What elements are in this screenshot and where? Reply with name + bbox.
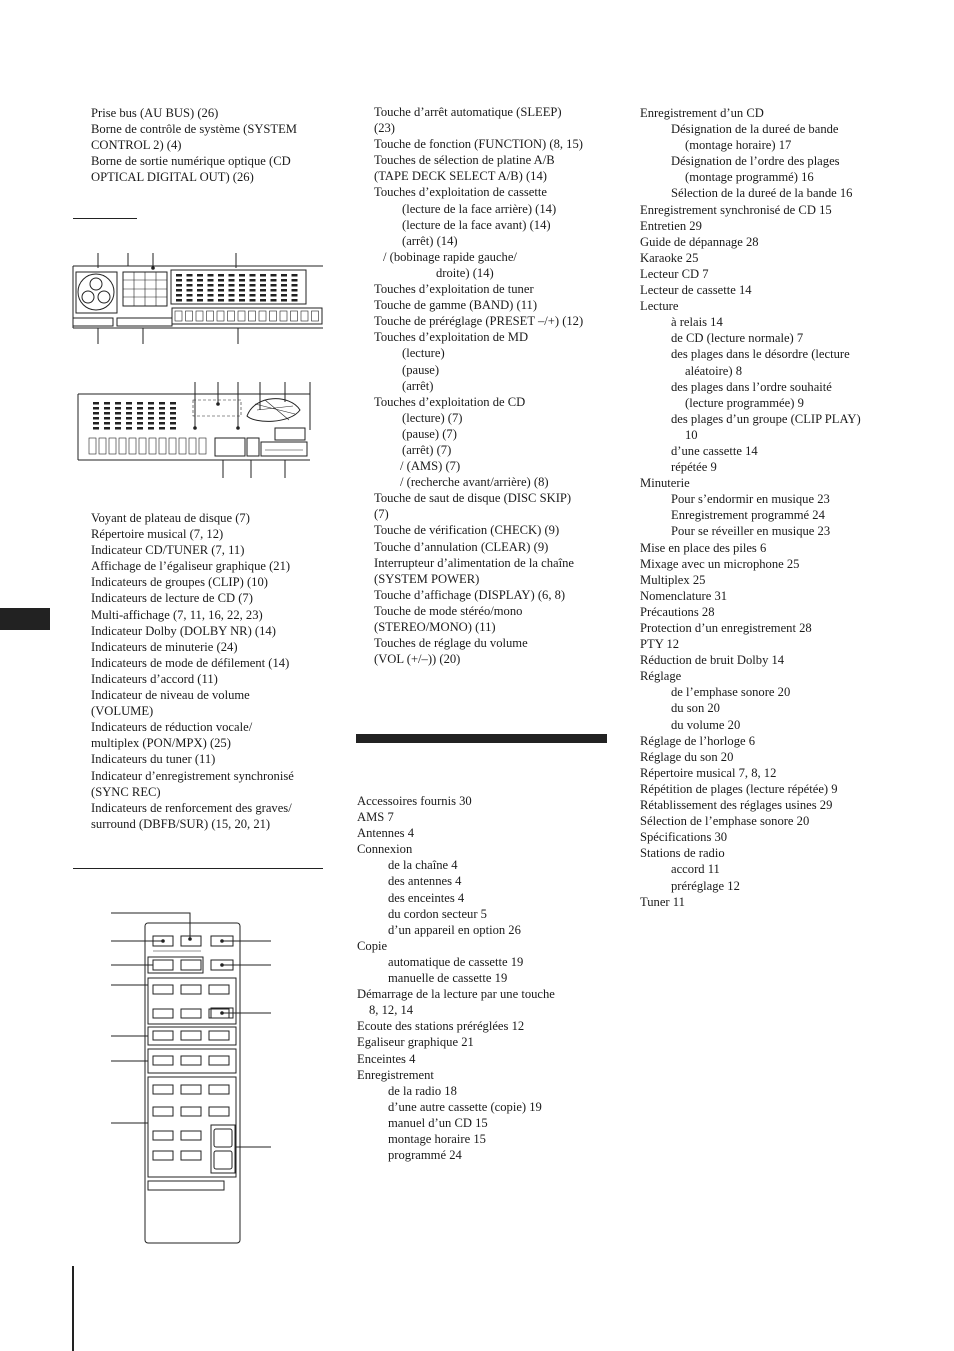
remote-button-item: (lecture) [402,346,445,361]
index-entry: Protection d’un enregistrement 28 [640,621,812,635]
index-entry: Guide de dépannage 28 [640,234,759,249]
index-entry: Enregistrement synchronisé de CD 15 [640,202,832,217]
index-entry: Enceintes 4 [357,1051,416,1066]
remote-button-item: (7) [374,507,389,522]
display-indicator-item: Indicateurs de renforcement des graves/ [91,800,292,815]
index-entry: Multiplex 25 [640,572,706,587]
remote-button-item: (arrêt) (14) [402,233,458,248]
display-indicator-item: Indicateur de niveau de volume [91,688,250,703]
display-indicator-item: Indicateurs de lecture de CD (7) [91,591,253,606]
display-indicator-item: Indicateurs de mode de défilement (14) [91,655,290,670]
remote-button-item: Touche de mode stéréo/mono [374,603,523,618]
remote-button-item: Touche d’arrêt automatique (SLEEP) [374,105,562,119]
index-list-left [357,793,607,1163]
remote-button-item: Touche d’annulation (CLEAR) (9) [374,539,549,554]
display-indicator-item: Indicateur CD/TUNER (7, 11) [91,543,245,558]
index-entry: Désignation de l’ordre des plages [671,154,840,169]
remote-button-item: (TAPE DECK SELECT A/B) (14) [374,169,547,184]
display-indicator-item: Multi-affichage (7, 11, 16, 22, 23) [91,607,263,622]
index-entry: Spécifications 30 [640,830,728,845]
index-entry: accord 11 [671,862,720,877]
index-heading-bar [356,734,607,743]
index-entry: Rétablissement des réglages usines 29 [640,798,833,813]
display-indicator-item: Indicateurs de réduction vocale/ [91,720,253,735]
index-entry: Enregistrement [357,1067,434,1082]
index-entry: Nomenclature 31 [640,588,728,603]
index-entry: automatique de cassette 19 [388,954,524,969]
index-entry: Réglage du son 20 [640,749,734,764]
remote-button-item: (lecture de la face avant) (14) [402,217,551,232]
index-entry: (montage horaire) 17 [685,138,792,153]
index-entry: des plages dans l’ordre souhaité [671,379,832,394]
remote-button-item: (pause) [402,362,440,377]
remote-button-item: (STEREO/MONO) (11) [374,620,496,634]
display-indicator-item: (VOLUME) [91,704,154,719]
display-indicator-item: Voyant de plateau de disque (7) [91,511,250,525]
index-entry: (lecture programmée) 9 [685,395,804,410]
index-entry: Précautions 28 [640,604,715,619]
index-entry: Enregistrement programmé 24 [671,508,825,523]
index-entry: Lecture [640,299,679,314]
display-indicator-item: Indicateur Dolby (DOLBY NR) (14) [91,623,276,638]
index-entry: Mixage avec un microphone 25 [640,556,800,571]
index-list-right [640,105,900,910]
display-diagram-lower [75,380,325,480]
display-indicator-item: (SYNC REC) [91,784,161,799]
index-entry: Pour s’endormir en musique 23 [671,492,830,507]
index-entry: Egaliseur graphique 21 [357,1035,474,1050]
index-entry: Entretien 29 [640,218,702,233]
index-entry: (montage programmé) 16 [685,170,814,185]
remote-button-item: droite) (14) [436,265,494,280]
remote-button-item: Touche de saut de disque (DISC SKIP) [374,491,572,506]
page-margin-bar [72,1266,74,1351]
display-indicator-item: Indicateurs de groupes (CLIP) (10) [91,575,268,590]
remote-button-item: (lecture) (7) [402,410,463,425]
display-indicator-item: multiplex (PON/MPX) (25) [91,736,231,751]
short-rule-display [73,218,137,219]
index-entry: Répertoire musical 7, 8, 12 [640,765,777,780]
index-entry: du cordon secteur 5 [388,906,487,921]
index-entry: des plages dans le désordre (lecture [671,347,850,362]
display-indicator-item: Affichage de l’égaliseur graphique (21) [91,559,291,574]
index-entry: Réglage de l’horloge 6 [640,733,756,748]
display-indicator-item: surround (DBFB/SUR) (15, 20, 21) [91,816,271,831]
index-entry: Pour se réveiller en musique 23 [671,524,831,539]
index-entry: Karaoke 25 [640,250,699,265]
rear-panel-item: CONTROL 2) (4) [91,138,182,153]
rear-panel-item: Borne de sortie numérique optique (CD [91,154,291,169]
index-entry: montage horaire 15 [388,1131,486,1146]
remote-button-item: / (AMS) (7) [400,459,461,474]
remote-button-item: Touche de gamme (BAND) (11) [374,298,538,313]
display-indicator-item: Répertoire musical (7, 12) [91,527,224,542]
index-entry: du volume 20 [671,717,741,732]
remote-button-item: / (bobinage rapide gauche/ [383,249,517,264]
index-entry: manuel d’un CD 15 [388,1115,488,1130]
remote-button-item: / (recherche avant/arrière) (8) [400,475,549,490]
remote-button-item: Touche de vérification (CHECK) (9) [374,523,560,538]
remote-button-item: Touches d’exploitation de tuner [374,282,534,297]
index-entry: Sélection de la dureé de la bande 16 [671,186,853,201]
display-indicator-item: Indicateur d’enregistrement synchronisé [91,768,294,783]
index-entry: Antennes 4 [357,826,415,841]
remote-button-item: Touche de fonction (FUNCTION) (8, 15) [374,137,583,152]
rear-panel-item: Borne de contrôle de système (SYSTEM [91,122,298,137]
index-entry: Réduction de bruit Dolby 14 [640,653,785,668]
index-entry: PTY 12 [640,637,680,652]
index-entry: Désignation de la dureé de bande [671,122,839,137]
index-entry: Accessoires fournis 30 [357,794,472,808]
index-entry: 10 [685,427,698,442]
index-entry: de CD (lecture normale) 7 [671,331,804,346]
display-indicator-item: Indicateurs d’accord (11) [91,671,218,686]
remote-button-item: Touche d’affichage (DISPLAY) (6, 8) [374,587,566,602]
index-entry: de l’emphase sonore 20 [671,685,791,700]
index-entry: manuelle de cassette 19 [388,971,508,986]
index-entry: Copie [357,938,388,953]
display-indicator-list [91,510,331,832]
index-entry: AMS 7 [357,810,394,825]
display-indicator-item: Indicateurs de minuterie (24) [91,639,238,654]
remote-button-item: Touches d’exploitation de MD [374,330,529,345]
index-entry: programmé 24 [388,1148,462,1163]
remote-button-item: (SYSTEM POWER) [374,571,480,586]
index-entry: Sélection de l’emphase sonore 20 [640,814,810,829]
rear-panel-item: OPTICAL DIGITAL OUT) (26) [91,170,254,185]
remote-button-item: (arrêt) (7) [402,442,452,457]
rear-panel-item: Prise bus (AU BUS) (26) [91,106,219,120]
index-entry: à relais 14 [671,315,723,330]
display-indicator-item: Indicateurs du tuner (11) [91,752,216,767]
index-entry: préréglage 12 [671,878,740,893]
remote-button-item: Touches d’exploitation de CD [374,394,526,409]
rear-panel-list [91,105,331,185]
remote-button-item: Touches d’exploitation de cassette [374,185,547,200]
remote-button-item: Interrupteur d’alimentation de la chaîne [374,555,575,570]
index-entry: Ecoute des stations préréglées 12 [357,1019,525,1034]
index-entry: Tuner 11 [640,894,685,909]
index-entry: Stations de radio [640,846,725,861]
remote-button-item: (pause) (7) [402,426,457,441]
remote-button-item: (VOL (+/–)) (20) [374,652,461,667]
index-entry: d’une cassette 14 [671,443,758,458]
index-entry: Enregistrement d’un CD [640,106,764,120]
index-entry: des enceintes 4 [388,890,465,905]
index-entry: Minuterie [640,476,690,491]
index-entry: d’une autre cassette (copie) 19 [388,1099,542,1114]
remote-button-item: Touches de réglage du volume [374,636,528,651]
remote-button-list [374,104,614,667]
index-entry: de la radio 18 [388,1083,457,1098]
remote-button-item: (arrêt) [402,378,434,393]
index-entry: Répétition de plages (lecture répétée) 9 [640,781,838,796]
display-diagram-upper [68,248,328,348]
remote-button-item: (lecture de la face arrière) (14) [402,201,557,216]
index-entry: 8, 12, 14 [369,1003,414,1018]
index-entry: Lecteur CD 7 [640,266,709,281]
index-entry: répétée 9 [671,460,717,475]
rule-remote [73,868,323,869]
index-entry: Réglage [640,669,682,684]
index-entry: Lecteur de cassette 14 [640,283,752,298]
index-entry: du son 20 [671,701,720,716]
index-entry: Démarrage de la lecture par une touche [357,987,555,1002]
section-tab [0,608,50,630]
remote-button-item: Touches de sélection de platine A/B [374,153,555,168]
index-entry: des antennes 4 [388,874,462,889]
remote-button-item: (23) [374,121,395,136]
remote-diagram [105,905,280,1250]
index-entry: de la chaîne 4 [388,858,458,873]
remote-button-item: Touche de préréglage (PRESET –/+) (12) [374,314,584,329]
index-entry: Connexion [357,842,413,857]
index-entry: des plages d’un groupe (CLIP PLAY) [671,411,861,426]
index-entry: aléatoire) 8 [685,363,742,378]
index-entry: d’un appareil en option 26 [388,922,521,937]
index-entry: Mise en place des piles 6 [640,540,767,555]
